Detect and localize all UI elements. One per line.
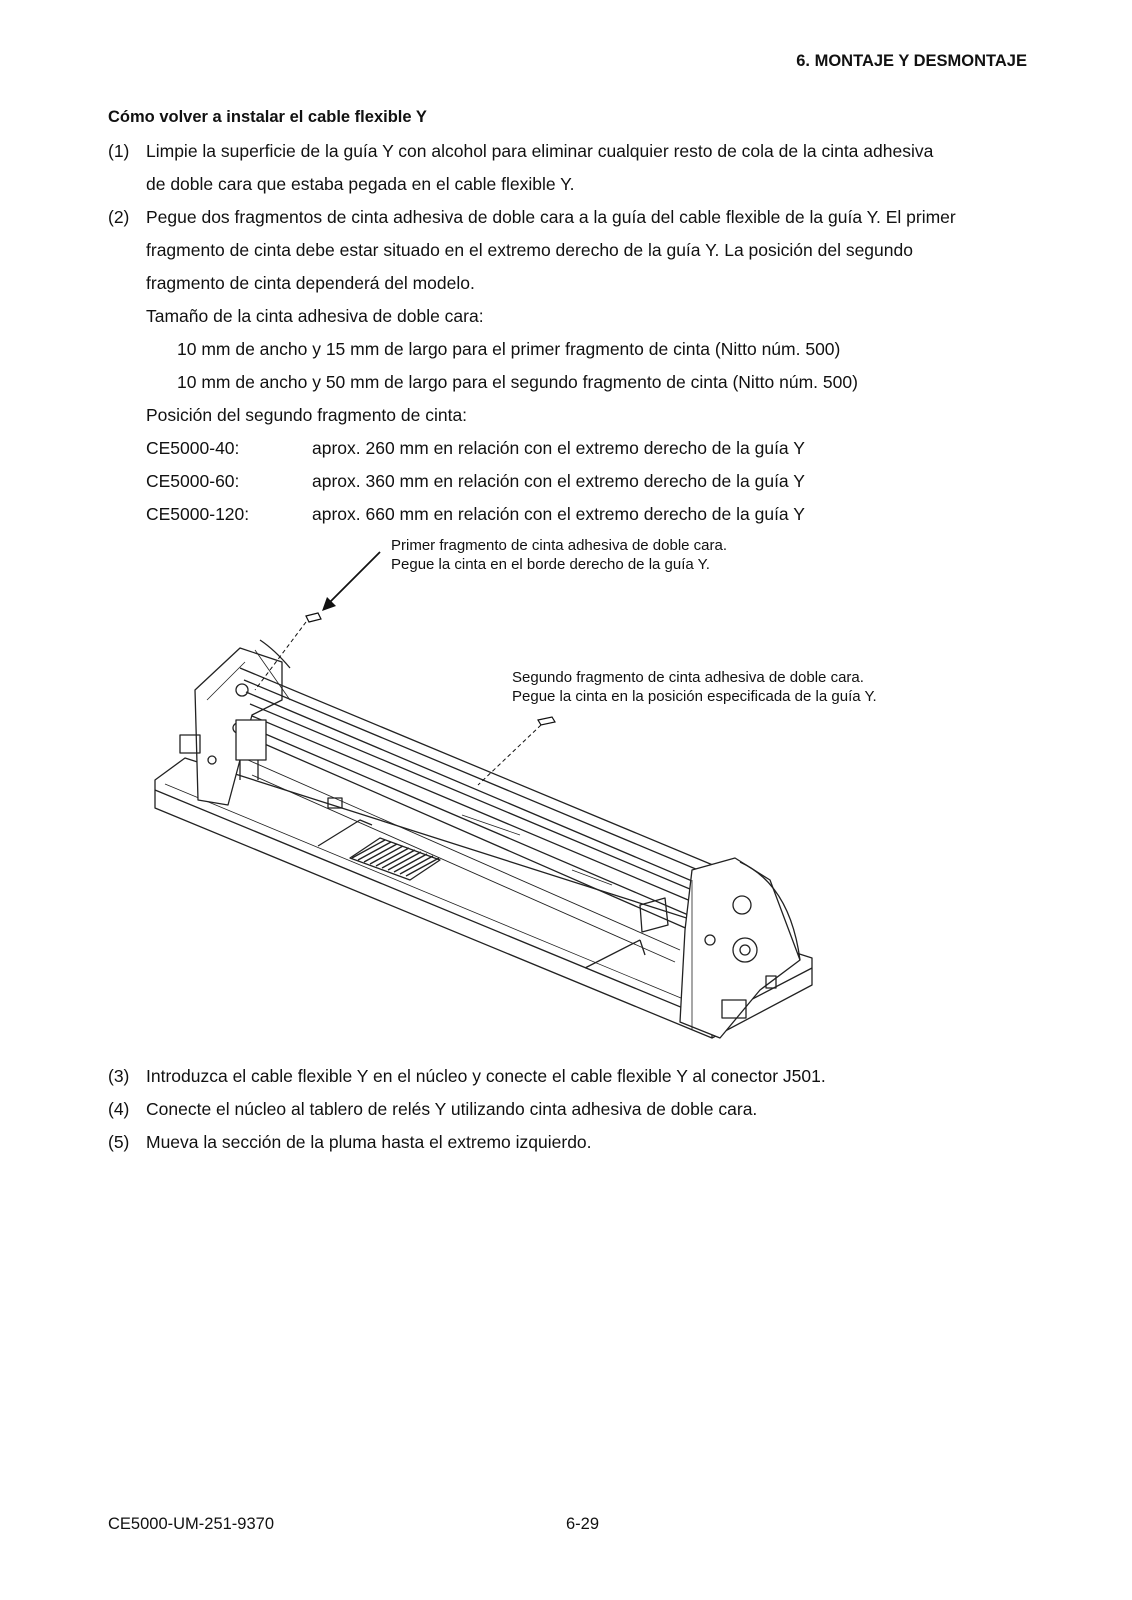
- model-position: aprox. 260 mm en relación con el extremo derecho de la guía Y: [312, 438, 805, 458]
- model-label: CE5000-40:: [146, 438, 240, 458]
- step-1-line-2: de doble cara que estaba pegada en el cable flexible Y.: [146, 174, 575, 194]
- model-label: CE5000-120:: [146, 504, 250, 524]
- step-4-number: (4): [108, 1099, 130, 1119]
- section-title: Cómo volver a instalar el cable flexible Y: [108, 108, 427, 126]
- step-2-line-2: fragmento de cinta debe estar situado en el extremo derecho de la guía Y. La posición del segundo: [146, 240, 913, 260]
- callout-first-tape-line-2: Pegue la cinta en el borde derecho de la guía Y.: [391, 556, 710, 573]
- step-2-line-1: Pegue dos fragmentos de cinta adhesiva de doble cara a la guía del cable flexible de la guía Y. El primer: [146, 207, 956, 227]
- step-5-text: Mueva la sección de la pluma hasta el extremo izquierdo.: [146, 1132, 592, 1152]
- callout-second-tape-line-2: Pegue la cinta en la posición especificada de la guía Y.: [512, 688, 877, 705]
- callout-first-tape-line-1: Primer fragmento de cinta adhesiva de doble cara.: [391, 537, 728, 554]
- step-3-number: (3): [108, 1066, 130, 1086]
- footer-page-number: 6-29: [566, 1515, 600, 1533]
- callout-second-tape-line-1: Segundo fragmento de cinta adhesiva de doble cara.: [512, 669, 864, 686]
- step-1-number: (1): [108, 141, 130, 161]
- model-position: aprox. 660 mm en relación con el extremo derecho de la guía Y: [312, 504, 805, 524]
- tape-size-second: 10 mm de ancho y 50 mm de largo para el segundo fragmento de cinta (Nitto núm. 500): [177, 372, 858, 392]
- step-4-text: Conecte el núcleo al tablero de relés Y utilizando cinta adhesiva de doble cara.: [146, 1099, 758, 1119]
- tape-position-title: Posición del segundo fragmento de cinta:: [146, 405, 468, 425]
- tape-size-title: Tamaño de la cinta adhesiva de doble cara:: [146, 306, 484, 326]
- model-position: aprox. 360 mm en relación con el extremo derecho de la guía Y: [312, 471, 805, 491]
- step-2-line-3: fragmento de cinta dependerá del modelo.: [146, 273, 475, 293]
- footer-doc-id: CE5000-UM-251-9370: [108, 1515, 275, 1533]
- step-3-text: Introduzca el cable flexible Y en el núcleo y conecte el cable flexible Y al conector J501.: [146, 1066, 826, 1086]
- step-1-line-1: Limpie la superficie de la guía Y con alcohol para eliminar cualquier resto de cola de la cinta adhesiva: [146, 141, 934, 161]
- step-5-number: (5): [108, 1132, 130, 1152]
- step-2-number: (2): [108, 207, 130, 227]
- section-header: 6. MONTAJE Y DESMONTAJE: [796, 52, 1027, 70]
- model-label: CE5000-60:: [146, 471, 240, 491]
- tape-size-first: 10 mm de ancho y 15 mm de largo para el primer fragmento de cinta (Nitto núm. 500): [177, 339, 841, 359]
